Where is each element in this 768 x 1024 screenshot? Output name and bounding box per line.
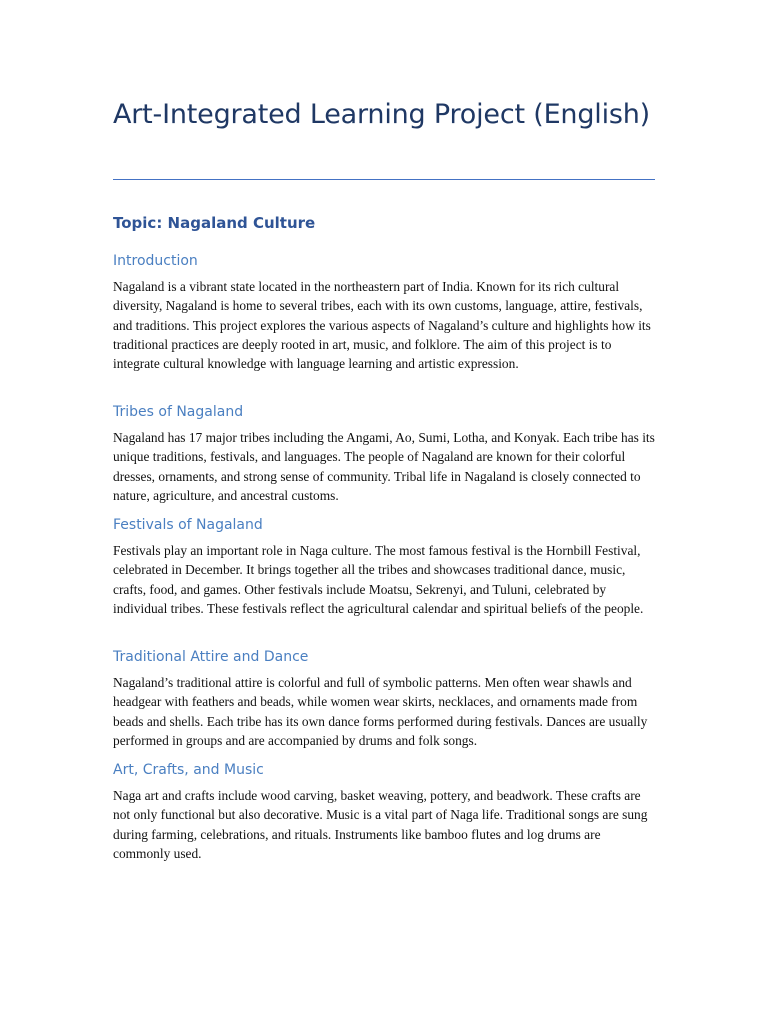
section-paragraph: Nagaland has 17 major tribes including the Angami, Ao, Sumi, Lotha, and Konyak. Each tribe has its unique traditions, festivals, and languages. The people of Nagaland are known for their colorful dresses, ornaments, and strong sense of community. Tribal life in Nagaland is closely connected to nature, agriculture, and ancestral customs. bbox=[113, 430, 655, 503]
topic-heading: Topic: Nagaland Culture bbox=[113, 214, 316, 232]
section-art-crafts-music bbox=[113, 760, 658, 863]
section-paragraph: Naga art and crafts include wood carving, basket weaving, pottery, and beadwork. These crafts are not only functional but also decorative. Music is a vital part of Naga life. Traditional songs are sung during farming, celebrations, and rituals. Instruments like bamboo flutes and log drums are commonly used. bbox=[113, 788, 648, 861]
document-title: Art-Integrated Learning Project (English) bbox=[113, 99, 650, 130]
section-heading: Traditional Attire and Dance bbox=[113, 649, 309, 665]
section-paragraph: Nagaland’s traditional attire is colorful and full of symbolic patterns. Men often wear shawls and headgear with feathers and beads, while women wear skirts, necklaces, and ornaments made from beads and shells. Each tribe has its own dance forms performed during festivals. Dances are usually performed in groups and are accompanied by drums and folk songs. bbox=[113, 675, 648, 748]
section-paragraph: Nagaland is a vibrant state located in the northeastern part of India. Known for its rich cultural diversity, Nagaland is home to several tribes, each with its own customs, language, attire, festivals, and traditions. This project explores the various aspects of Nagaland’s culture and highlights how its traditional practices are deeply rooted in art, music, and folklore. The aim of this project is to integrate cultural knowledge with language learning and artistic expression. bbox=[113, 279, 651, 372]
section-paragraph: Festivals play an important role in Naga culture. The most famous festival is the Hornbill Festival, celebrated in December. It brings together all the tribes and showcases traditional dance, music, crafts, food, and games. Other festivals include Moatsu, Sekrenyi, and Tuluni, celebrated by individual tribes. These festivals reflect the agricultural calendar and spiritual beliefs of the people. bbox=[113, 543, 644, 616]
section-heading: Art, Crafts, and Music bbox=[113, 762, 264, 778]
section-heading: Introduction bbox=[113, 253, 198, 269]
section-tribes bbox=[113, 402, 658, 505]
section-festivals bbox=[113, 515, 658, 618]
section-heading: Festivals of Nagaland bbox=[113, 517, 263, 533]
section-introduction bbox=[113, 251, 658, 373]
section-attire-dance bbox=[113, 647, 658, 750]
section-heading: Tribes of Nagaland bbox=[113, 404, 244, 420]
